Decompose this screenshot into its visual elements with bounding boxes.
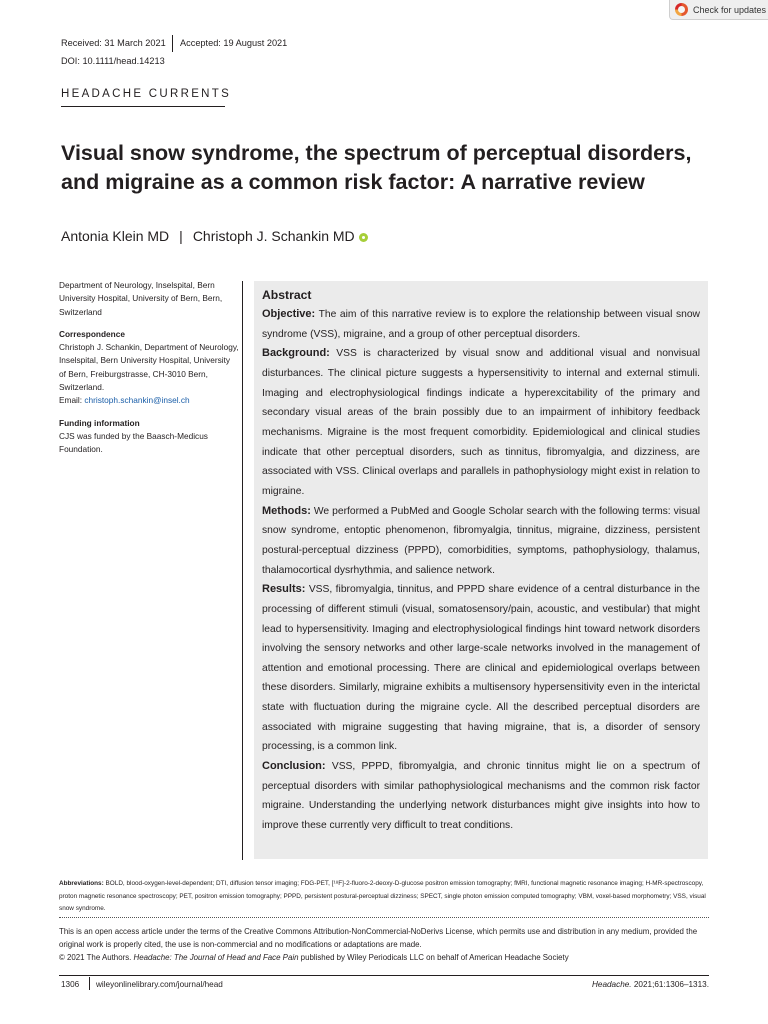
article-title: Visual snow syndrome, the spectrum of perceptual disorders, and migraine as a common risk factor: A narrative review <box>61 141 692 194</box>
correspondence-heading: Correspondence <box>59 328 125 339</box>
journal-name: Headache: The Journal of Head and Face Pain <box>133 952 299 962</box>
check-for-updates-button[interactable] <box>669 0 768 20</box>
section-label: HEADACHE CURRENTS <box>61 88 232 100</box>
correspondence-address: Christoph J. Schankin, Department of Neurology, Inselspital, Bern University Hospital, University of Bern, Freiburgstrasse, CH-3010 Bern, Switzerland. <box>59 342 239 393</box>
conclusion-label: Conclusion: <box>262 760 326 773</box>
abstract-objective <box>262 305 700 344</box>
background-text: VSS is characterized by visual snow and additional visual and nonvisual disturbances. The clinical picture suggests a hypersensitivity to internal and external stimuli. Imaging and electrophysiological findings indicate a hyperexcitability of the primary and secondary visual areas of the brain possibly due to an impairment of inhibitory feedback mechanisms. Migraine is the most frequent comorbidity. Epidemiological and clinical studies indicate that other perceptual disorders, such as tinnitus, fibromyalgia, and dizziness, are associated with VSS. Clinical overlaps and parallels in pathophysiology might exist in relation to migraine. <box>262 348 700 497</box>
results-label: Results: <box>262 583 306 596</box>
objective-text: The aim of this narrative review is to explore the relationship between visual snow syndrome (VSS), migraine, and a group of other perceptual disorders. <box>262 309 700 340</box>
license-notice <box>59 926 714 964</box>
left-column <box>59 279 239 457</box>
orcid-icon[interactable] <box>359 233 368 242</box>
column-divider <box>242 281 243 860</box>
email-label: Email: <box>59 395 85 406</box>
doi[interactable]: DOI: 10.1111/head.14213 <box>61 56 165 66</box>
abstract <box>262 285 700 836</box>
license-text: This is an open access article under the terms of the Creative Commons Attribution-NonCommercial-NoDerivs License, which permits use and distribution in any medium, provided the original work is properly cited, the use is non-commercial and no modifications or adaptations are made. <box>59 927 698 949</box>
crossmark-icon <box>675 3 688 16</box>
abstract-heading: Abstract <box>262 288 312 302</box>
footer-rule <box>59 975 709 976</box>
meta-divider <box>172 35 173 52</box>
funding-text: CJS was funded by the Baasch-Medicus Foundation. <box>59 430 208 455</box>
received-date: Received: 31 March 2021 <box>61 38 166 48</box>
footer-divider <box>89 977 90 990</box>
author-list <box>61 228 368 244</box>
conclusion-text: VSS, PPPD, fibromyalgia, and chronic tinnitus might lie on a spectrum of perceptual disorders with similar pathophysiological mechanisms and the common risk factor migraine. Understanding the underlying network disturbances might give insights into how to improve these currently very difficult to treat conditions. <box>262 761 700 832</box>
correspondence-email <box>59 394 239 407</box>
copyright-suffix: published by Wiley Periodicals LLC on behalf of American Headache Society <box>298 952 569 962</box>
copyright-line <box>59 952 714 965</box>
abstract-results <box>262 580 700 757</box>
abbreviations-label: Abbreviations: <box>59 880 104 887</box>
email-link[interactable]: christoph.schankin@insel.ch <box>84 395 190 406</box>
abstract-conclusion <box>262 757 700 836</box>
methods-label: Methods: <box>262 504 311 517</box>
author-separator: | <box>179 228 183 244</box>
abbreviations <box>59 878 709 916</box>
page-number: 1306 <box>61 980 80 989</box>
author-name[interactable]: Christoph J. Schankin MD <box>192 228 355 244</box>
abstract-background <box>262 344 700 501</box>
copyright-prefix: © 2021 The Authors. <box>59 952 134 962</box>
abbreviations-text: BOLD, blood-oxygen-level-dependent; DTI, diffusion tensor imaging; FDG-PET, [¹⁸F]-2-fluoro-2-deoxy-D-glucose positron emission tomography; fMRI, functional magnetic resonance imaging; H-MR-spectroscopy, proton magnetic resonance spectroscopy; PET, positron emission tomography; PPPD, persistent postural-perceptual dizziness; SPECT, single photon emission computed tomography; VBM, voxel-based morphometry; VSS, visual snow syndrome. <box>59 880 706 912</box>
citation-details: 2021;61:1306–1313. <box>631 980 709 989</box>
background-label: Background: <box>262 347 330 360</box>
journal-url-link[interactable]: wileyonlinelibrary.com/journal/head <box>96 980 223 989</box>
journal-abbrev: Headache. <box>591 980 632 989</box>
dotted-divider <box>59 917 709 918</box>
results-text: VSS, fibromyalgia, tinnitus, and PPPD share evidence of a central disturbance in the processing of different stimuli (visual, somatosensory/pain, acoustic, and vestibular) that might lead to hypersensitivity. Imaging and electrophysiological findings hint toward network disorders involving the sensory networks and other large-scale networks involved in the management of attention and emotional processing. There are clinical and epidemiological overlaps between these disorders. Similarly, migraine exhibits a multisensory hypersensitivity even in the interictal state with fluctuation during the migraine cycle. All the described perceptual disorders are associated with migraine suggesting that having migraine, that is, a disorder of sensory processing, is a common link. <box>262 584 700 753</box>
section-rule <box>61 106 225 107</box>
accepted-date: Accepted: 19 August 2021 <box>180 38 288 48</box>
abstract-methods <box>262 502 700 581</box>
affiliation: Department of Neurology, Inselspital, Bern University Hospital, University of Bern, Bern, Switzerland <box>59 280 223 317</box>
journal-citation <box>592 980 709 989</box>
methods-text: We performed a PubMed and Google Scholar search with the following terms: visual snow syndrome, entoptic phenomenon, fibromyalgia, tinnitus, migraine, dizziness, persistent postural-perceptual dizziness (PPPD), comorbidities, symptoms, pathophysiology, thalamus, thalamocortical dysrhythmia, and salience network. <box>262 505 700 576</box>
funding-heading: Funding information <box>59 417 140 428</box>
author-name[interactable]: Antonia Klein MD <box>61 228 170 244</box>
check-for-updates-label: Check for updates <box>693 4 767 15</box>
objective-label: Objective: <box>262 308 316 320</box>
